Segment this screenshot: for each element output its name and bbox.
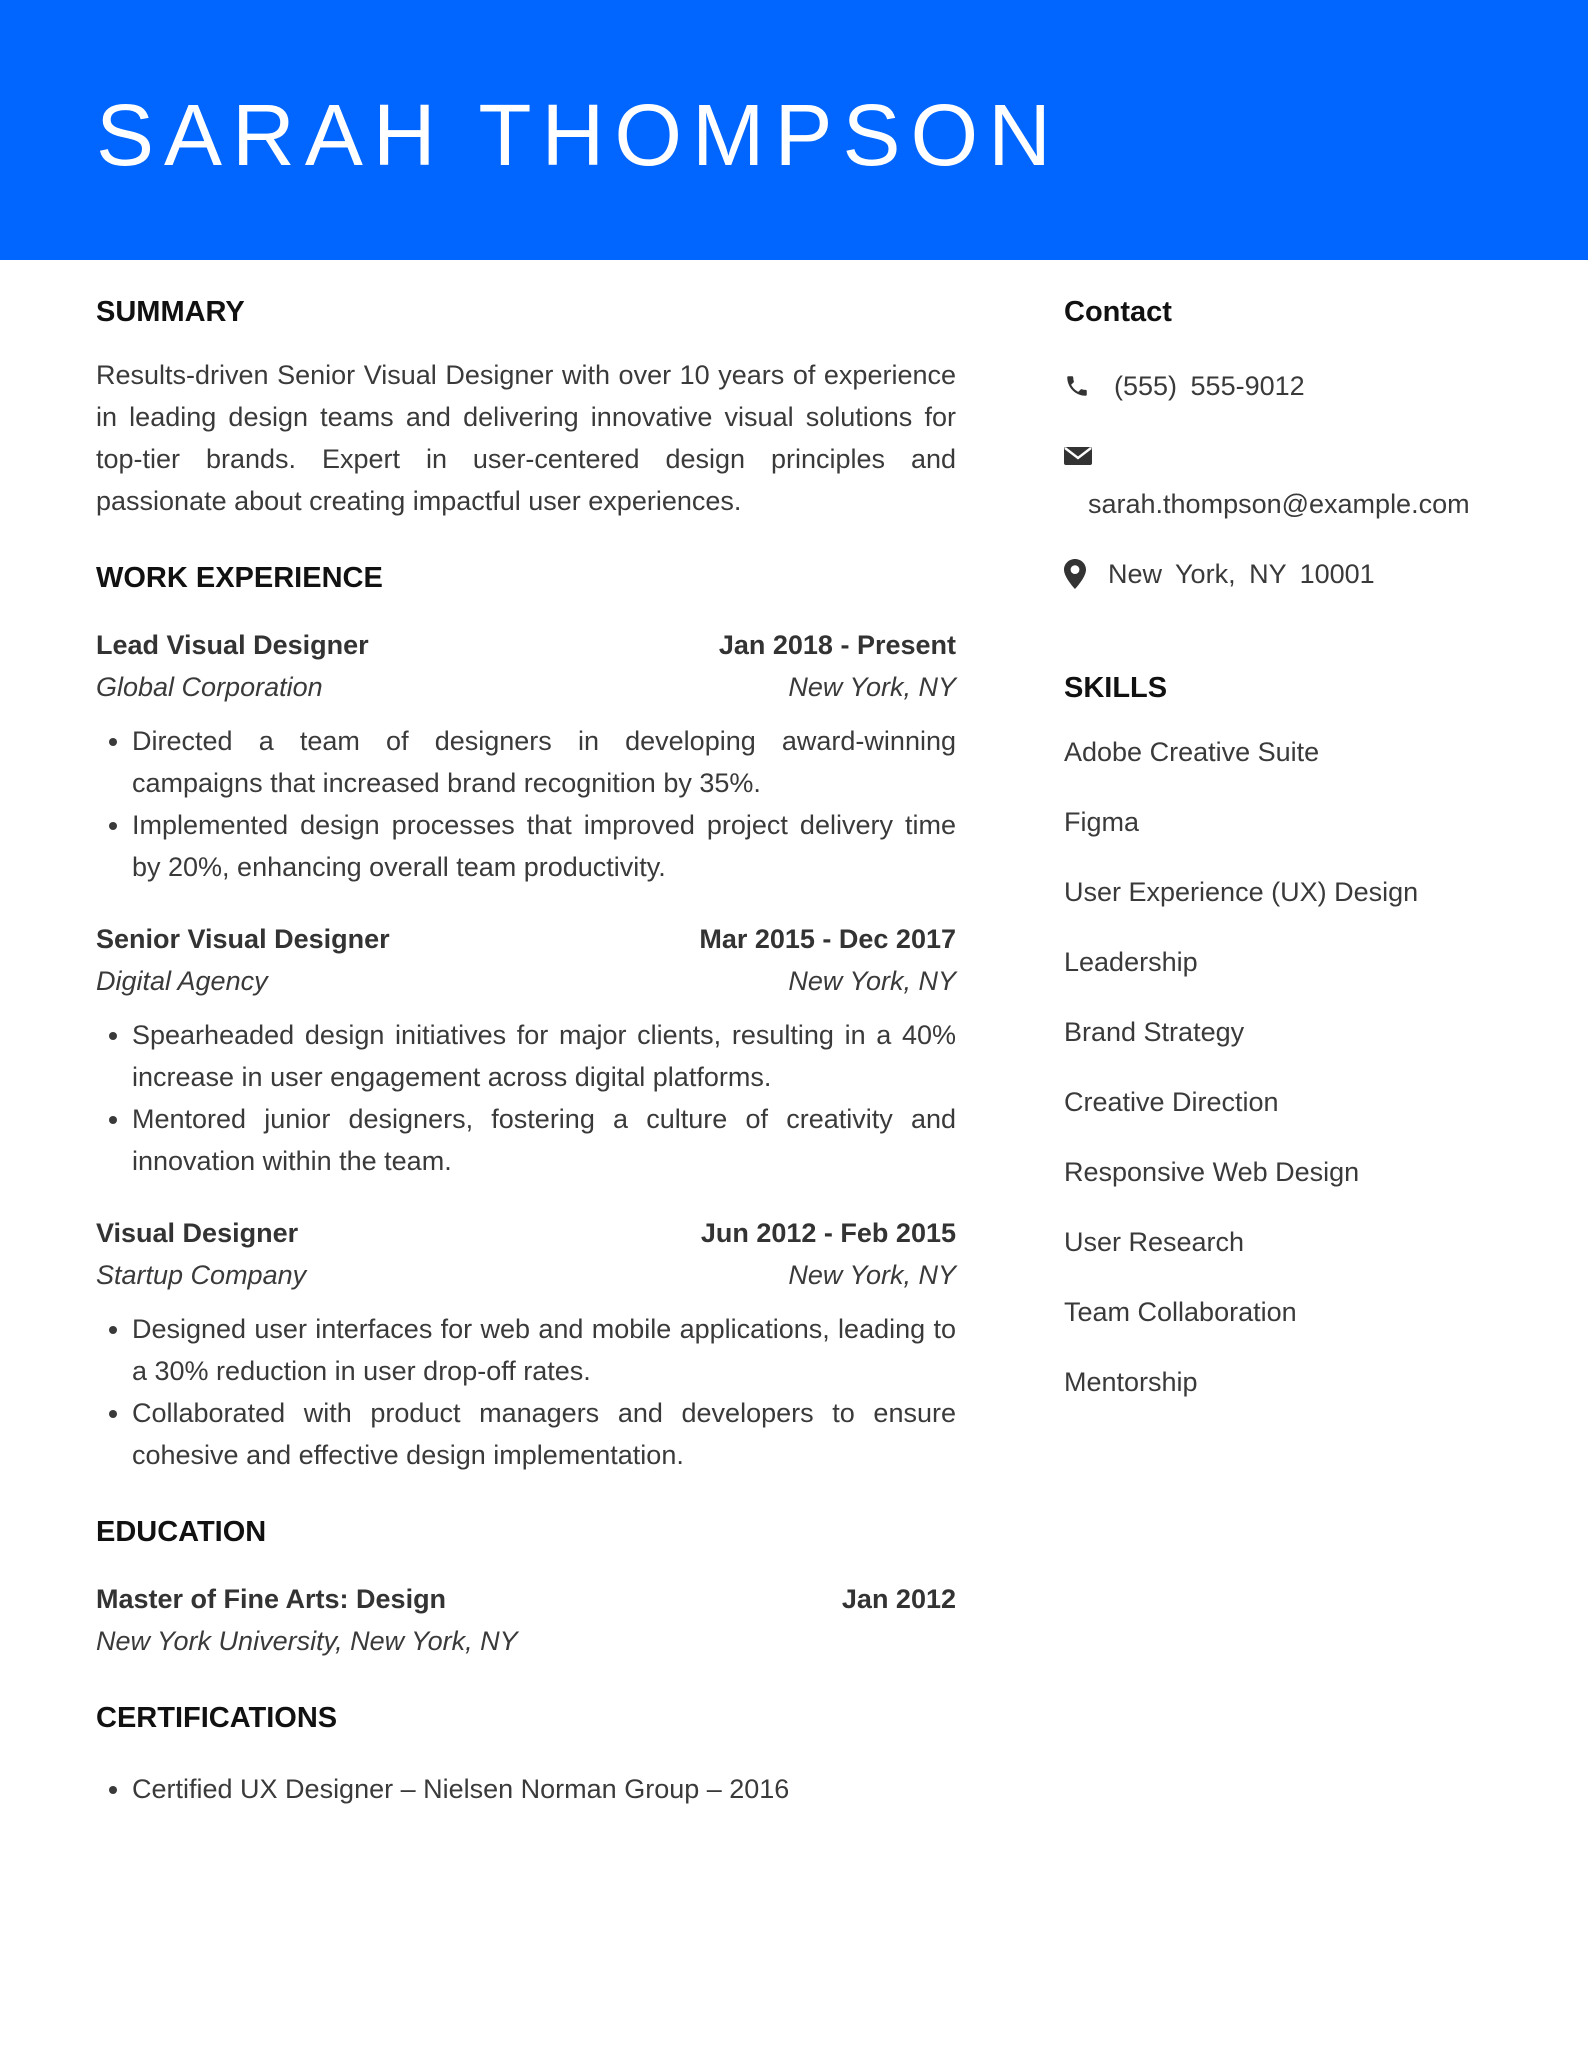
job-dates: Mar 2015 - Dec 2017: [699, 924, 956, 954]
certifications-list: [96, 1768, 956, 1810]
skill-item: Brand Strategy: [1064, 1017, 1245, 1047]
envelope-icon: [1064, 438, 1094, 474]
job-entry: [96, 918, 956, 1182]
job-company: Global Corporation: [96, 672, 323, 702]
skill-item: User Experience (UX) Design: [1064, 877, 1419, 907]
contact-location: [1064, 556, 1504, 592]
education-section: [96, 1510, 956, 1662]
job-location: New York, NY: [788, 1260, 956, 1290]
job-bullet: • Directed a team of designers in developing award-winning campaigns that increased brand recognition by 35%.: [132, 720, 956, 804]
map-marker-icon: [1064, 556, 1094, 592]
contact-email: [1064, 438, 1504, 522]
experience-section: [96, 556, 956, 1476]
phone-icon: [1064, 368, 1094, 404]
summary-heading: SUMMARY: [96, 296, 245, 328]
job-bullet: • Spearheaded design initiatives for major clients, resulting in a 40% increase in user engagement across digital platforms.: [132, 1014, 956, 1098]
job-location: New York, NY: [788, 672, 956, 702]
location-text: New York, NY 10001: [1108, 559, 1375, 589]
job-title: Senior Visual Designer: [96, 924, 390, 954]
summary-section: [96, 290, 956, 522]
job-bullets: [96, 1014, 956, 1182]
skill-item: Mentorship: [1064, 1367, 1198, 1397]
job-bullet: • Mentored junior designers, fostering a culture of creativity and innovation within the team.: [132, 1098, 956, 1182]
job-entry: [96, 624, 956, 888]
phone-number: (555) 555-9012: [1114, 371, 1305, 401]
skill-item: Team Collaboration: [1064, 1297, 1297, 1327]
skills-list: [1064, 734, 1504, 1400]
job-entry: [96, 1212, 956, 1476]
contact-heading: Contact: [1064, 296, 1172, 328]
experience-heading: WORK EXPERIENCE: [96, 562, 383, 594]
candidate-name: SARAH THOMPSON: [96, 87, 1062, 184]
contact-phone: [1064, 368, 1504, 404]
email-address: sarah.thompson@example.com: [1088, 489, 1470, 519]
job-bullet: • Designed user interfaces for web and mobile applications, leading to a 30% reduction in user drop-off rates.: [132, 1308, 956, 1392]
skill-item: Creative Direction: [1064, 1087, 1279, 1117]
main-column: [96, 290, 956, 1810]
job-bullets: [96, 1308, 956, 1476]
skills-section: [1064, 666, 1504, 1400]
degree-date: Jan 2012: [841, 1584, 956, 1614]
job-bullet: • Collaborated with product managers and developers to ensure cohesive and effective design implementation.: [132, 1392, 956, 1476]
skill-item: Responsive Web Design: [1064, 1157, 1360, 1187]
summary-text: Results-driven Senior Visual Designer with over 10 years of experience in leading design teams and delivering innovative visual solutions for top-tier brands. Expert in user-centered design principles and passionate about creating impactful user experiences.: [96, 360, 956, 516]
job-company: Startup Company: [96, 1260, 307, 1290]
certifications-heading: CERTIFICATIONS: [96, 1702, 338, 1734]
skills-heading: SKILLS: [1064, 672, 1168, 704]
sidebar-column: [1064, 290, 1504, 1434]
header-banner: [0, 0, 1588, 260]
job-company: Digital Agency: [96, 966, 268, 996]
school: New York University, New York, NY: [96, 1626, 518, 1656]
job-dates: Jan 2018 - Present: [718, 630, 956, 660]
skill-item: User Research: [1064, 1227, 1245, 1257]
job-bullet: • Implemented design processes that improved project delivery time by 20%, enhancing overall team productivity.: [132, 804, 956, 888]
certification-item: • Certified UX Designer – Nielsen Norman Group – 2016: [132, 1768, 956, 1810]
education-heading: EDUCATION: [96, 1516, 267, 1548]
contact-section: [1064, 290, 1504, 592]
job-bullets: [96, 720, 956, 888]
job-location: New York, NY: [788, 966, 956, 996]
certifications-section: [96, 1696, 956, 1810]
skill-item: Figma: [1064, 807, 1140, 837]
job-dates: Jun 2012 - Feb 2015: [700, 1218, 956, 1248]
skill-item: Leadership: [1064, 947, 1198, 977]
degree: Master of Fine Arts: Design: [96, 1584, 447, 1614]
job-title: Visual Designer: [96, 1218, 299, 1248]
skill-item: Adobe Creative Suite: [1064, 737, 1320, 767]
job-title: Lead Visual Designer: [96, 630, 369, 660]
